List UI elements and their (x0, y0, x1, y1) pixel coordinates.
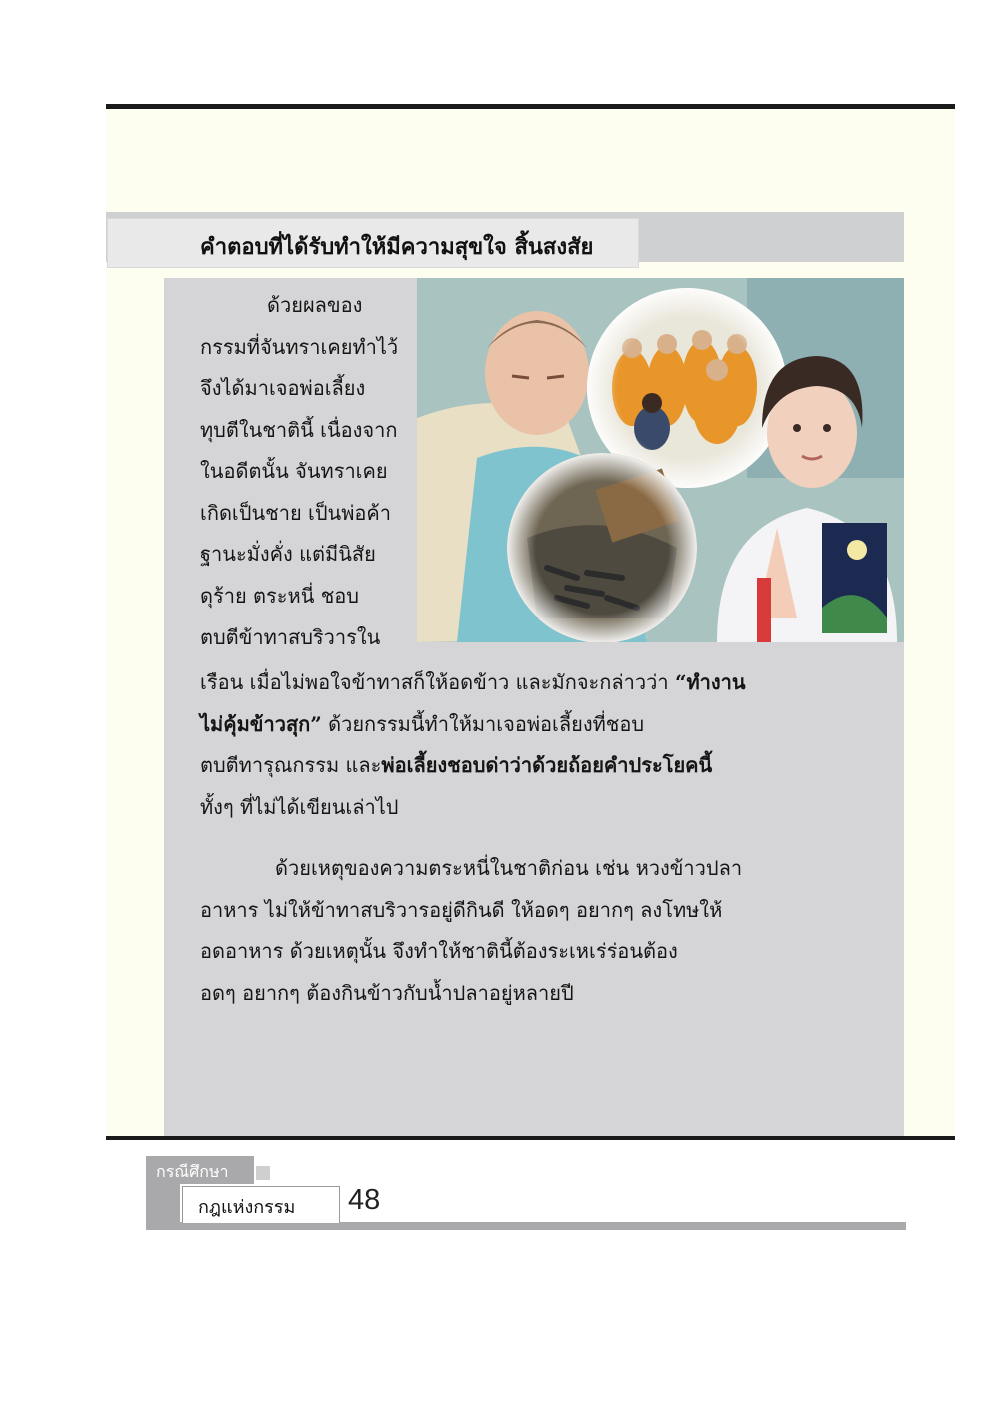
text-line (200, 745, 788, 787)
wrapped-column-text (200, 285, 403, 659)
text-line: ดุร้าย ตระหนี่ ชอบ (200, 583, 360, 608)
text-line (200, 704, 788, 746)
section-title: คำตอบที่ได้รับทำให้มีความสุขใจ สิ้นสงสัย (200, 235, 594, 260)
text-line: ทุบตีในชาตินี้ เนื่องจาก (200, 417, 398, 442)
quote-end: ไม่คุ้มข้าวสุก” (200, 711, 322, 736)
text-line: กรรมที่จันทราเคยทำไว้ (200, 334, 399, 359)
text-line: ด้วยผลของ (267, 293, 363, 317)
text-line: อดๆ อยากๆ ต้องกินข้าวกับน้ำปลาอยู่หลายปี (200, 980, 574, 1005)
text-line: เกิดเป็นชาย เป็นพ่อค้า (200, 500, 392, 525)
bottom-rule (106, 1136, 955, 1140)
text-line: อดอาหาร ด้วยเหตุนั้น จึงทำให้ชาตินี้ต้องระเหเร่ร่อนต้อง (200, 939, 678, 963)
continuation-paragraph (200, 662, 788, 828)
page-number: 48 (348, 1184, 381, 1216)
text-line (200, 662, 788, 704)
text-line: จึงได้มาเจอพ่อเลี้ยง (200, 376, 366, 400)
text-line: ในอดีตนั้น จันทราเคย (200, 459, 388, 483)
illustration-art (417, 278, 904, 642)
text-line: ฐานะมั่งคั่ง แต่มีนิสัย (200, 542, 376, 566)
text-line: ด้วยเหตุของความตระหนี่ในชาติก่อน เช่น หวงข้าวปลา (275, 856, 743, 880)
footer-book-title: กฎแห่งกรรม (198, 1197, 296, 1218)
second-paragraph (200, 848, 788, 1014)
quote-start: “ทำงาน (674, 670, 746, 694)
text-run: ด้วยกรรมนี้ทำให้มาเจอพ่อเลี้ยงที่ชอบ (321, 711, 645, 736)
top-rule (106, 104, 955, 109)
text-run: เรือน เมื่อไม่พอใจข้าทาสก็ให้อดข้าว และมักจะกล่าวว่า (200, 670, 675, 694)
text-run: ตบตีทารุณกรรม และ (200, 753, 382, 777)
text-line: อาหาร ไม่ให้ข้าทาสบริวารอยู่ดีกินดี ให้อดๆ อยากๆ ลงโทษให้ (200, 897, 723, 922)
footer-square-decoration (256, 1166, 270, 1180)
story-illustration (417, 278, 904, 642)
bold-phrase: พ่อเลี้ยงชอบด่าว่าด้วยถ้อยคำประโยคนี้ (381, 753, 713, 777)
footer-series-label: กรณีศึกษา (156, 1162, 229, 1181)
footer-bar (146, 1222, 906, 1230)
text-line: ทั้งๆ ที่ไม่ได้เขียนเล่าไป (200, 794, 399, 819)
text-line: ตบตีข้าทาสบริวารใน (200, 625, 381, 649)
